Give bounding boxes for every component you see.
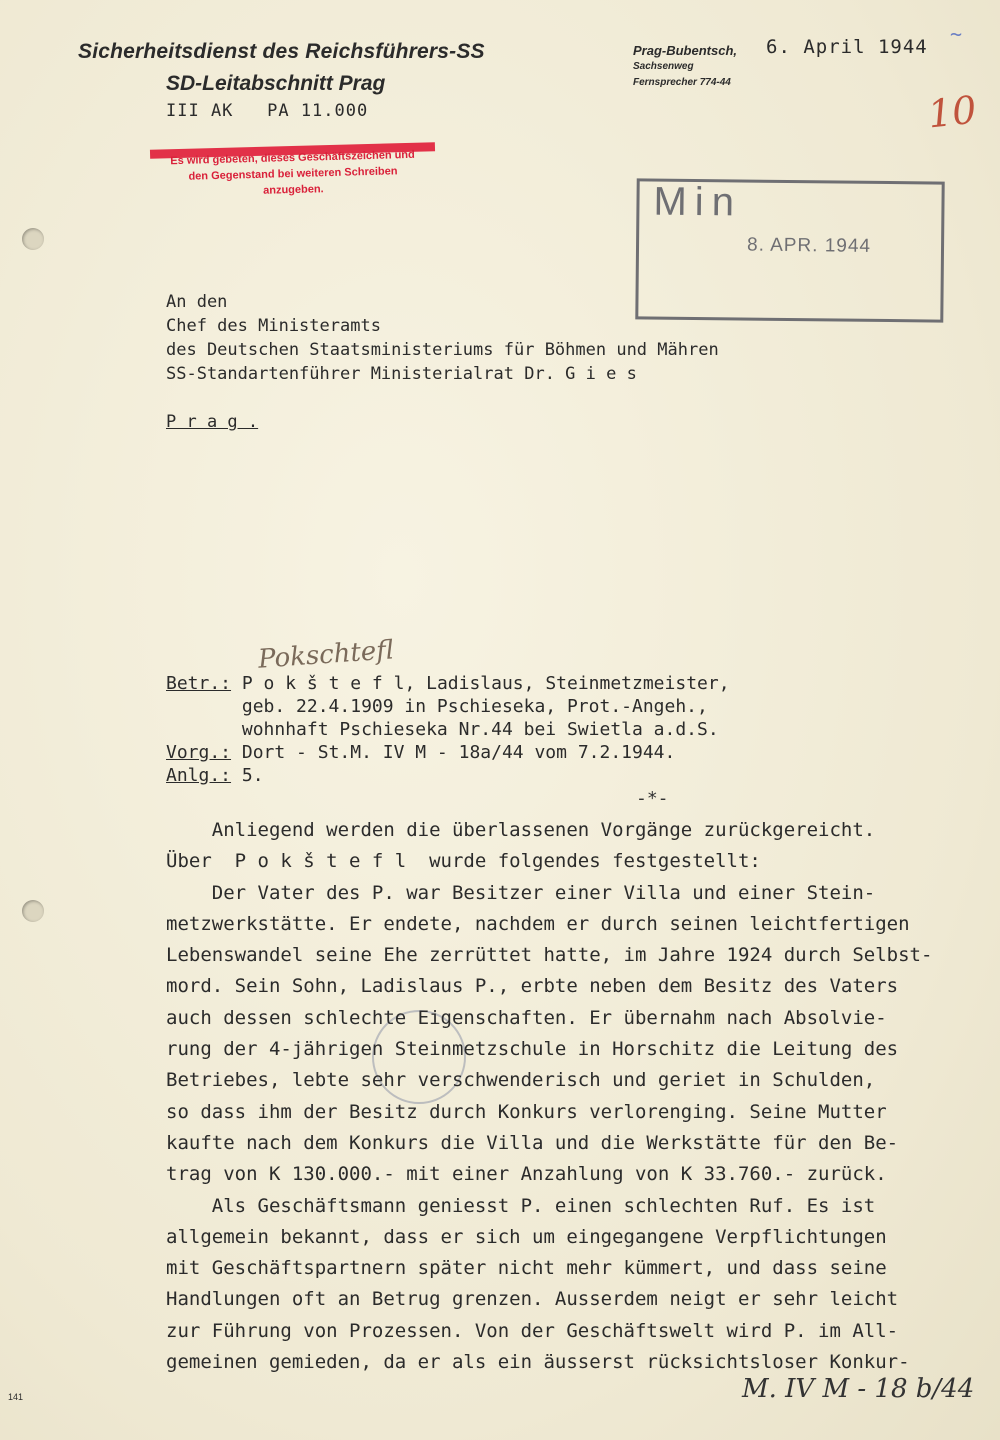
body-line: gemeinen gemieden, da er als ein äusserst rücksichtsloser Konkur-: [166, 1351, 910, 1374]
red-stamp-line: den Gegenstand bei weiteren Schreiben: [188, 165, 398, 183]
subject-line: geb. 22.4.1909 in Pschieseka, Prot.-Angeh.,: [241, 696, 708, 717]
header-organization: Sicherheitsdienst des Reichsführers-SS: [78, 40, 485, 63]
body-line: rung der 4-jährigen Steinmetzschule in Horschitz die Leitung des: [166, 1038, 899, 1061]
subject-name: P o k š t e f l: [241, 673, 405, 694]
body-line: metzwerkstätte. Er endete, nachdem er durch seinen leichtfertigen: [166, 912, 910, 935]
body-line: so dass ihm der Besitz durch Konkurs verlorenging. Seine Mutter: [166, 1100, 887, 1123]
section-separator: -*-: [636, 788, 669, 809]
subject-line: , Ladislaus, Steinmetzmeister,: [404, 673, 730, 694]
red-instruction-stamp: [147, 146, 438, 202]
body-line: mit Geschäftspartnern später nicht mehr kümmert, und dass seine: [166, 1257, 887, 1280]
blue-pencil-mark: ~: [950, 22, 963, 46]
previous-label: Vorg.:: [166, 742, 232, 763]
address-city: P r a g .: [166, 412, 259, 432]
header-reference: III AK PA 11.000: [166, 101, 369, 121]
header-office: SD-Leitabschnitt Prag: [166, 72, 386, 95]
punch-hole: [22, 228, 44, 250]
subject-label: Betr.:: [166, 673, 232, 694]
location-street: Sachsenweg: [633, 61, 694, 72]
recipient-address: [166, 290, 719, 434]
page-footer-number: 141: [8, 1392, 24, 1402]
document-date: 6. April 1944: [766, 36, 928, 58]
header-location: [633, 43, 737, 91]
body-line: Anliegend werden die überlassenen Vorgänge zurückgereicht.: [166, 819, 876, 841]
received-stamp-date: 8. APR. 1944: [746, 234, 872, 257]
handwritten-file-reference: M. IV M - 18 b/44: [742, 1374, 975, 1404]
red-stamp-line: anzugeben.: [263, 183, 324, 197]
folio-number: 10: [925, 87, 979, 137]
body-line: trag von K 130.000.- mit einer Anzahlung von K 33.760.- zurück.: [166, 1163, 887, 1186]
body-line: zur Führung von Prozessen. Von der Geschäftswelt wird P. im All-: [166, 1319, 899, 1342]
address-line: SS-Standartenführer Ministerialrat Dr. G i e s: [166, 364, 637, 384]
location-phone: Fernsprecher 774-44: [633, 77, 731, 88]
body-line: kaufte nach dem Konkurs die Villa und die Werkstätte für den Be-: [166, 1131, 899, 1154]
body-line: mord. Sein Sohn, Ladislaus P., erbte neben dem Besitz des Vaters: [166, 975, 899, 998]
body-line: auch dessen schlechte Eigenschaften. Er übernahm nach Absolvie-: [166, 1006, 887, 1029]
body-line: allgemein bekannt, dass er sich um eingegangene Verpflichtungen: [166, 1225, 887, 1248]
location-place: Prag-Bubentsch,: [633, 43, 738, 58]
body-line: Über P o k š t e f l wurde folgendes festgestellt:: [166, 850, 761, 873]
address-line: Chef des Ministeramts: [166, 316, 381, 336]
enclosure-text: 5.: [231, 765, 264, 786]
body-line: Lebenswandel seine Ehe zerrüttet hatte, im Jahre 1924 durch Selbst-: [166, 944, 933, 967]
subject-line: wohnhaft Pschieseka Nr.44 bei Swietla a.d.S.: [241, 719, 719, 740]
address-line: An den: [166, 292, 228, 312]
body-line: Betriebes, lebte sehr verschwenderisch und geriet in Schulden,: [166, 1069, 876, 1092]
handwritten-name-annotation: Pokschtefl: [257, 635, 395, 675]
body-line: Handlungen oft an Betrug grenzen. Ausserdem neigt er sehr leicht: [166, 1288, 899, 1311]
previous-text: Dort - St.M. IV M - 18a/44 vom 7.2.1944.: [231, 742, 676, 763]
address-line: des Deutschen Staatsministeriums für Böhmen und Mähren: [166, 340, 719, 360]
punch-hole: [22, 900, 44, 922]
enclosure-label: Anlg.:: [166, 765, 232, 786]
red-stamp-line: Es wird gebeten, dieses Geschäftszeichen und: [170, 148, 415, 168]
body-line: Als Geschäftsmann geniesst P. einen schlechten Ruf. Es ist: [166, 1194, 876, 1217]
received-stamp-label: Min: [653, 179, 743, 225]
letter-body: [166, 815, 986, 1378]
subject-block: [166, 672, 730, 787]
body-line: Der Vater des P. war Besitzer einer Villa und einer Stein-: [166, 881, 876, 904]
